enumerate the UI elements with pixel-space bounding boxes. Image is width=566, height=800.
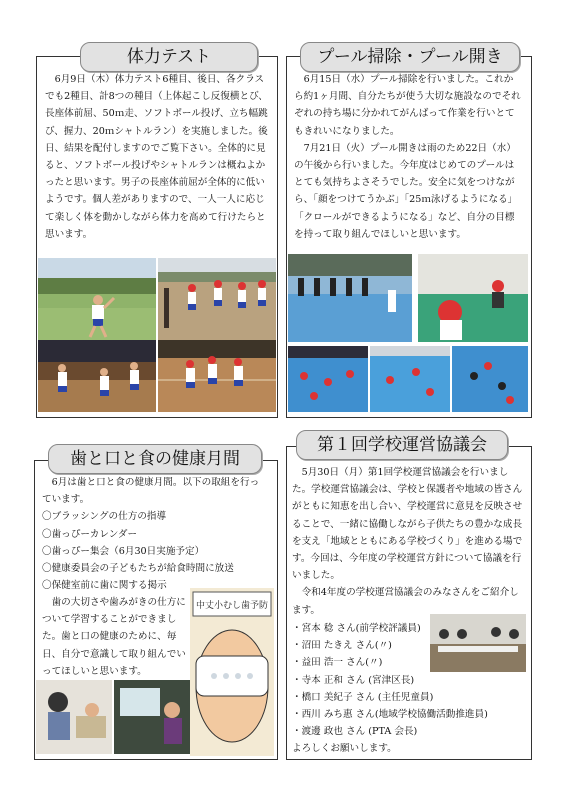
photo-council-meeting [430,614,526,672]
fitness-body [45,71,268,243]
health-list-item: 〇歯っぴーカレンダー [42,528,138,540]
fitness-title: 体力テスト [80,42,258,72]
photo-gym-jump [38,340,156,412]
health-intro: 6月は歯と口と食の健康月間。以下の取組を行っています。 [42,477,260,506]
photo-toothbrush-poster [190,588,274,756]
photo-pool-swim-2 [370,346,450,412]
member-item: ・西川 みち惠 さん(地域学校協働活動推進員) [292,709,488,721]
council-paragraph-1: 5月30日（月）第1回学校運営協議会を行いました。学校運営協議会は、学校と保護者や地域の皆さんがともに知恵を出し合い、学校運営に意見を反映させることで、一緒に協働しながら子供たちの豊かな成長を支え「地域とともにある学校づくり」を進める場です。今回は、今年度の学校運営方針について協議を行いました。 [292,467,523,582]
member-item: ・寺本 正和 さん (宮津区長) [292,674,415,686]
member-item: ・渡邊 政也 さん (PTA 会長) [292,726,418,738]
member-item: ・益田 浩一 さん(〃) [292,657,383,669]
health-list-item: 〇歯っぴー集会（6月30日実施予定） [42,545,205,557]
health-list [42,508,268,594]
photo-shuttle-run [158,340,276,412]
council-paragraph-2: 令和4年度の学校運営協議会のみなさんをご紹介します。 [292,587,519,616]
pool-paragraph-2: 7月21日（火）プール開きは雨のため22日（水）の午後から行いました。今年度はじめてのプールはとても気持ちよさそうでした。安全に気をつけながら、「顔をつけてうかぶ」「25ｍ泳げるようになる」「クロールができるようになる」など、自分の目標を持って取り組んでほしいと思います。 [294,142,518,240]
member-item: ・沼田 たきえ さん(〃) [292,640,392,652]
council-body [292,464,524,619]
photo-softball-throw [38,258,156,340]
council-closing: よろしくお願いします。 [292,743,397,755]
pool-title: プール掃除・プール開き [300,42,520,72]
health-closing [42,594,194,680]
photo-brushing-lesson [36,680,112,754]
fitness-paragraph: 6月9日（木）体力テスト6種目、後日、各クラスでも2種目、計8つの種目（上体起こし反復横とび、長座体前屈、50ｍ走、ソフトボール投げ、立ち幅跳び、握力、20ｍシャトルラン）を実施しました。後日、結果を配付しますのでご覧下さい。全体的に見ると、ソフトボール投げやシャトルランは概ねよかったと思います。男子の長座体前屈が全体的に低いようです。個人差がありますので、一人一人に応じて楽しく体を動かしながら体力を高めて行けたらと思います。 [45,74,268,240]
health-list-item: 〇保健室前に歯に関する掲示 [42,580,167,592]
council-title: 第１回学校運営協議会 [296,430,508,460]
health-title: 歯と口と食の健康月間 [48,444,262,474]
photo-running-field [158,258,276,340]
health-closing-text: 歯の大切さや歯みがきの仕方について学習することができました。歯と口の健康のために、毎日、自分で意識して取り組んでいってほしいと思います。 [42,597,186,677]
health-list-item: 〇ブラッシングの仕方の指導 [42,511,167,523]
member-item: ・宮本 稔 さん(前学校評議員) [292,623,421,634]
health-list-item: 〇健康委員会の子どもたちが給食時間に放送 [42,563,234,575]
photo-pool-scrubbing [418,254,528,342]
photo-pool-swim-1 [288,346,368,412]
health-body [42,474,268,594]
member-item: ・橋口 美紀子 さん (主任児童員) [292,691,434,703]
photo-pool-cleaning [288,254,412,342]
pool-paragraph-1: 6月15日（水）プール掃除を行いました。これから約1ヶ月間、自分たちが使う大切な施設なのでそれぞれの持ち場に分かれてがんばって作業を行いとてもきれいになりました。 [294,74,521,137]
poster-label: 中丈小むし歯予防 [195,601,269,611]
pool-body [294,71,522,243]
photo-pool-swim-3 [452,346,528,412]
photo-classroom-screen [114,680,190,754]
